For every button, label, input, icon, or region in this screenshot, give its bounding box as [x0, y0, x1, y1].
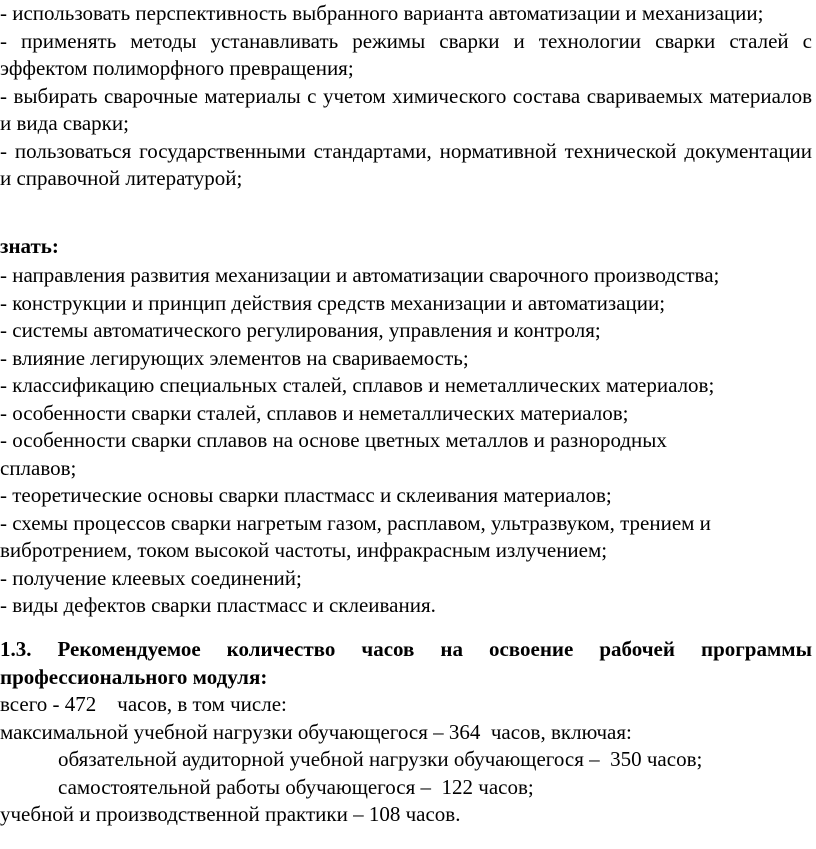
- hours-max-load: максимальной учебной нагрузки обучающегося – 364 часов, включая:: [0, 719, 632, 744]
- hours-independent: самостоятельной работы обучающегося – 122 часов;: [58, 774, 534, 799]
- know-item: - виды дефектов сварки пластмасс и склеивания.: [0, 593, 436, 617]
- skill-item: - выбирать сварочные материалы с учетом химического состава свариваемых материалов и вида сварки;: [0, 83, 812, 135]
- know-item: - схемы процессов сварки нагретым газом, расплавом, ультразвуком, трением и вибротрением, током высокой частоты, инфракрасным излучением;: [0, 510, 711, 562]
- know-list: [0, 262, 812, 620]
- know-item: - особенности сварки сплавов на основе цветных металлов и разнородных сплавов;: [0, 428, 667, 480]
- section-heading: 1.3. Рекомендуемое количество часов на освоение рабочей программы профессионального модуля:: [0, 637, 812, 689]
- skill-item: - применять методы устанавливать режимы сварки и технологии сварки сталей с эффектом полиморфного превращения;: [0, 28, 812, 80]
- hours-practice: учебной и производственной практики – 108 часов.: [0, 802, 461, 826]
- know-item: - особенности сварки сталей, сплавов и неметаллических материалов;: [0, 400, 629, 425]
- know-heading: знать:: [0, 234, 59, 258]
- hours-mandatory: обязательной аудиторной учебной нагрузки обучающегося – 350 часов;: [58, 747, 703, 771]
- skills-list: [0, 0, 812, 193]
- know-item: - конструкции и принцип действия средств механизации и автоматизации;: [0, 290, 666, 315]
- skill-item: - пользоваться государственными стандартами, нормативной технической документации и справочной литературой;: [0, 138, 812, 190]
- hours-total: всего - 472 часов, в том числе:: [0, 692, 287, 716]
- skill-item: - использовать перспективность выбранного варианта автоматизации и механизации;: [0, 1, 764, 25]
- hours-block: [0, 691, 812, 829]
- know-item: - классификацию специальных сталей, сплавов и неметаллических материалов;: [0, 373, 715, 397]
- know-item: - получение клеевых соединений;: [0, 565, 302, 590]
- know-item: - системы автоматического регулирования, управления и контроля;: [0, 318, 601, 342]
- know-item: - теоретические основы сварки пластмасс и склеивания материалов;: [0, 483, 612, 507]
- know-item: - направления развития механизации и автоматизации сварочного производства;: [0, 263, 720, 287]
- know-item: - влияние легирующих элементов на свариваемость;: [0, 345, 469, 370]
